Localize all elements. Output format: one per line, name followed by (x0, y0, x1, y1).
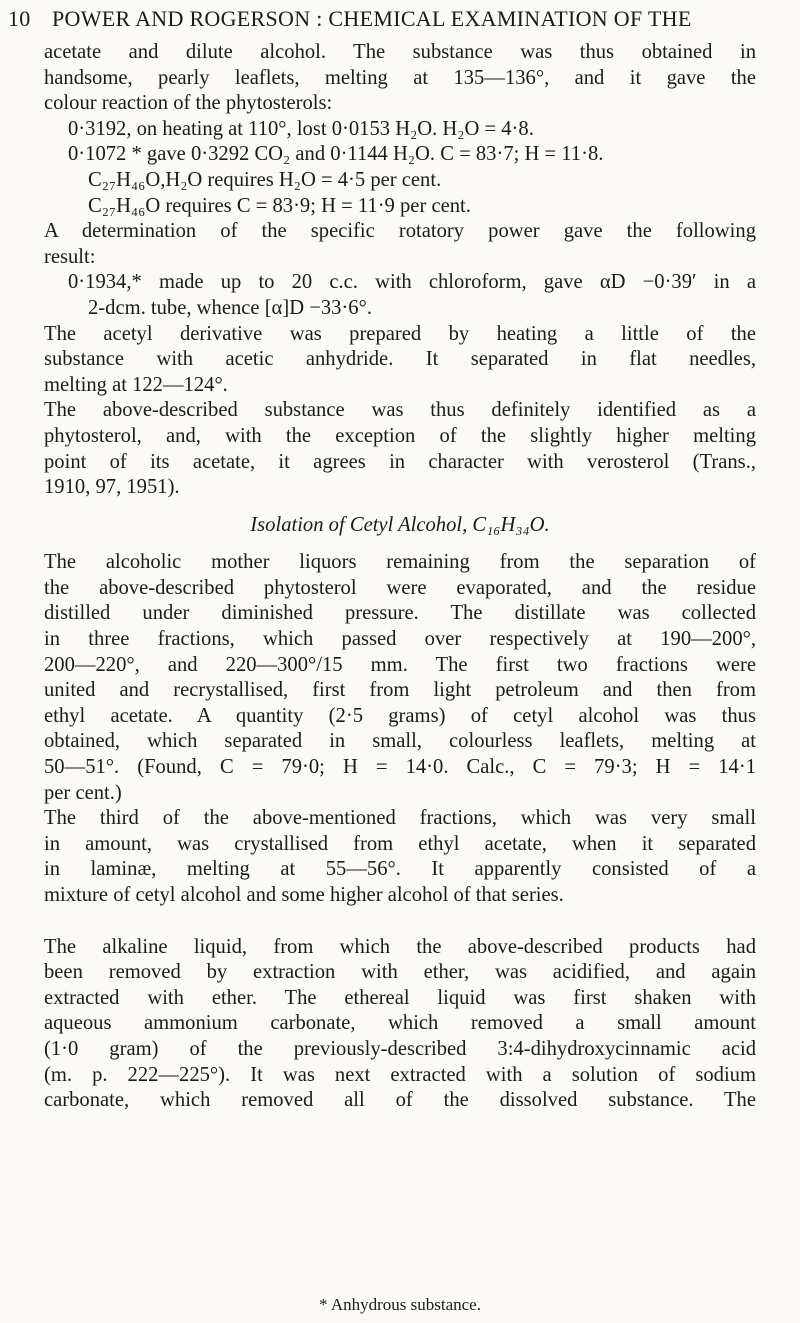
text-line: 200—220°, and 220—300°/15 mm. The first two fractions were (44, 653, 756, 676)
body-text (44, 40, 756, 1114)
text-line: point of its acetate, it agrees in character with verosterol (Trans., (44, 450, 756, 473)
text-line: in laminæ, melting at 55—56°. It apparently consisted of a (44, 858, 756, 881)
text-line: united and recrystallised, first from light petroleum and then from (44, 679, 756, 702)
text-line: (1·0 gram) of the previously-described 3:4-dihydroxycinnamic acid (44, 1037, 756, 1060)
text-line: The above-described substance was thus definitely identified as a (44, 399, 756, 422)
text-line: extracted with ether. The ethereal liquid was first shaken with (44, 986, 756, 1009)
text-line: acetate and dilute alcohol. The substance was thus obtained in (44, 41, 756, 63)
text-line: substance with acetic anhydride. It separated in flat needles, (44, 348, 756, 371)
text-line: The alcoholic mother liquors remaining from the separation of (44, 551, 756, 574)
text-line: colour reaction of the phytosterols: (44, 92, 333, 115)
text-line: carbonate, which removed all of the dissolved substance. The (44, 1089, 756, 1112)
text-line: A determination of the specific rotatory power gave the following (44, 220, 756, 243)
text-line: result: (44, 245, 96, 268)
text-line: phytosterol, and, with the exception of the slightly higher melting (44, 424, 756, 447)
running-header (8, 6, 768, 42)
text-line: the above-described phytosterol were evaporated, and the residue (44, 576, 756, 599)
formula-line: C₂₇H₄₆O,H₂O requires H₂O = 4·5 per cent. (88, 168, 442, 191)
text-line: 1910, 97, 1951). (44, 476, 180, 499)
text-line: obtained, which separated in small, colourless leaflets, melting at (44, 730, 756, 753)
rotation-line: 0·1934,* made up to 20 c.c. with chloroform, gave αD −0·39′ in a (68, 271, 756, 294)
text-line: The third of the above-mentioned fractions, which was very small (44, 807, 756, 830)
text-line: The acetyl derivative was prepared by heating a little of the (44, 322, 756, 345)
text-line: in amount, was crystallised from ethyl acetate, when it separated (44, 832, 756, 855)
page-number: 10 (8, 6, 31, 31)
text-line: handsome, pearly leaflets, melting at 135—136°, and it gave the (44, 66, 756, 89)
text-line: ethyl acetate. A quantity (2·5 grams) of cetyl alcohol was thus (44, 704, 756, 727)
text-line: 50—51°. (Found, C = 79·0; H = 14·0. Calc., C = 79·3; H = 14·1 (44, 756, 756, 779)
text-line: mixture of cetyl alcohol and some higher alcohol of that series. (44, 884, 564, 906)
footnote: * Anhydrous substance. (319, 1295, 481, 1314)
text-line: melting at 122—124°. (44, 373, 228, 396)
section-heading: Isolation of Cetyl Alcohol, C₁₆H₃₄O. (250, 513, 550, 536)
paragraph-gap (44, 909, 756, 935)
text-line: in three fractions, which passed over respectively at 190—200°, (44, 628, 756, 651)
running-title: POWER AND ROGERSON : CHEMICAL EXAMINATION OF THE (52, 6, 692, 31)
text-line: been removed by extraction with ether, was acidified, and again (44, 961, 756, 984)
text-line: distilled under diminished pressure. The distillate was collected (44, 602, 756, 625)
analysis-line: 0·3192, on heating at 110°, lost 0·0153 H₂O. H₂O = 4·8. (68, 117, 534, 140)
rotation-line: 2-dcm. tube, whence [α]D −33·6°. (88, 296, 372, 319)
text-line: per cent.) (44, 781, 122, 804)
text-line: aqueous ammonium carbonate, which removed a small amount (44, 1012, 756, 1035)
formula-line: C₂₇H₄₆O requires C = 83·9; H = 11·9 per cent. (88, 194, 471, 217)
text-line: The alkaline liquid, from which the above-described products had (44, 935, 756, 958)
analysis-line: 0·1072 * gave 0·3292 CO₂ and 0·1144 H₂O. C = 83·7; H = 11·8. (68, 143, 604, 166)
text-line: (m. p. 222—225°). It was next extracted with a solution of sodium (44, 1063, 756, 1086)
